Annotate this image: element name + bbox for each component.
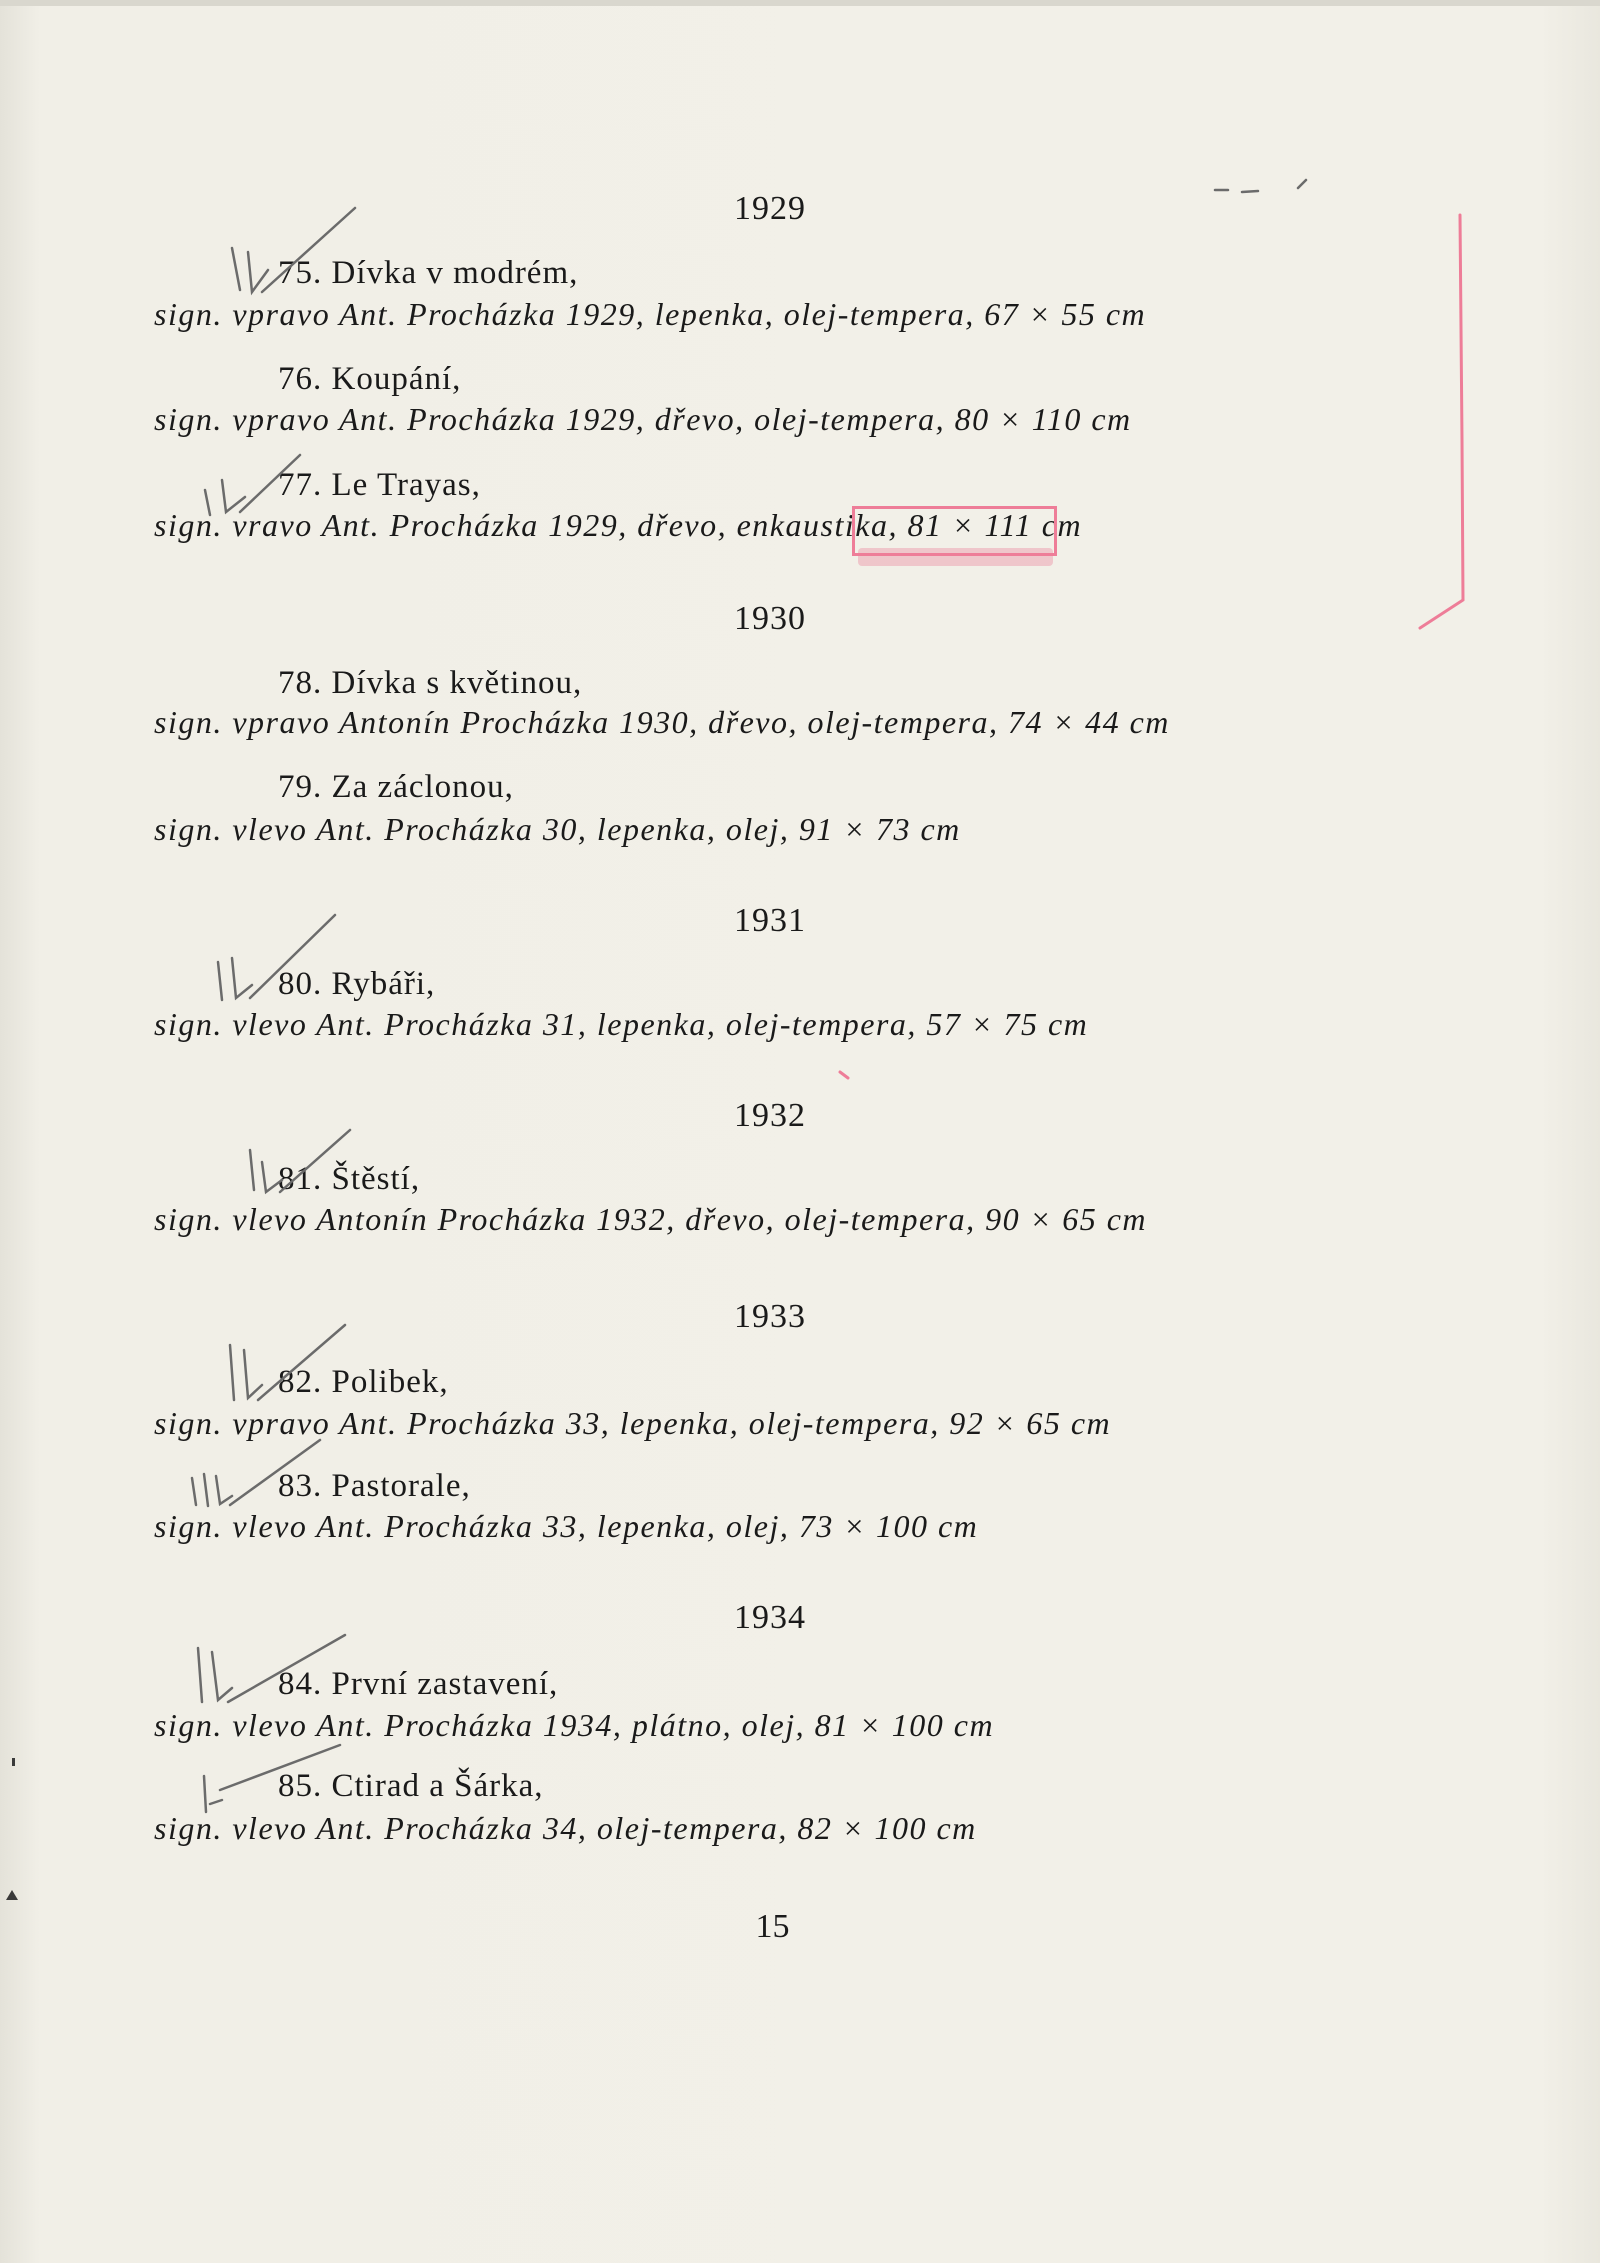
- entry-detail: sign. vravo Ant. Procházka 1929, dřevo, enkaustika, 81 × 111 cm: [154, 507, 1083, 543]
- year-heading: 1933: [734, 1298, 806, 1335]
- entry-title: 85. Ctirad a Šárka,: [278, 1768, 544, 1804]
- entry-detail: sign. vlevo Antonín Procházka 1932, dřevo, olej-tempera, 90 × 65 cm: [154, 1201, 1148, 1237]
- entry-detail: sign. vlevo Ant. Procházka 30, lepenka, olej, 91 × 73 cm: [154, 811, 961, 847]
- entry-detail: sign. vpravo Ant. Procházka 33, lepenka, olej-tempera, 92 × 65 cm: [154, 1405, 1112, 1441]
- page-number: 15: [755, 1908, 790, 1945]
- entry-title: 84. První zastavení,: [278, 1666, 559, 1702]
- entry-detail: sign. vpravo Ant. Procházka 1929, lepenka, olej-tempera, 67 × 55 cm: [154, 296, 1147, 332]
- entry-detail: sign. vlevo Ant. Procházka 33, lepenka, olej, 73 × 100 cm: [154, 1508, 979, 1544]
- year-heading: 1930: [734, 600, 806, 637]
- entry-detail: sign. vlevo Ant. Procházka 31, lepenka, olej-tempera, 57 × 75 cm: [154, 1006, 1089, 1042]
- entry-detail: sign. vlevo Ant. Procházka 34, olej-tempera, 82 × 100 cm: [154, 1810, 977, 1846]
- entry-title: 82. Polibek,: [278, 1364, 449, 1400]
- pink-highlight-box: [852, 506, 1057, 556]
- entry-title: 80. Rybáři,: [278, 966, 436, 1002]
- entry-title: 77. Le Trayas,: [278, 467, 481, 503]
- entry-title: 78. Dívka s květinou,: [278, 665, 583, 701]
- entry-title: 79. Za záclonou,: [278, 769, 514, 805]
- entry-title: 81. Štěstí,: [278, 1161, 421, 1197]
- year-heading: 1931: [734, 902, 806, 939]
- entry-detail: sign. vlevo Ant. Procházka 1934, plátno, olej, 81 × 100 cm: [154, 1707, 995, 1743]
- entry-title: 76. Koupání,: [278, 361, 462, 397]
- year-heading: 1929: [734, 190, 806, 227]
- year-heading: 1932: [734, 1097, 806, 1134]
- year-heading: 1934: [734, 1599, 806, 1636]
- entry-detail: sign. vpravo Ant. Procházka 1929, dřevo, olej-tempera, 80 × 110 cm: [154, 401, 1132, 437]
- entry-title: 83. Pastorale,: [278, 1468, 471, 1504]
- entry-detail: sign. vpravo Antonín Procházka 1930, dřevo, olej-tempera, 74 × 44 cm: [154, 704, 1170, 740]
- entry-title: 75. Dívka v modrém,: [278, 255, 579, 291]
